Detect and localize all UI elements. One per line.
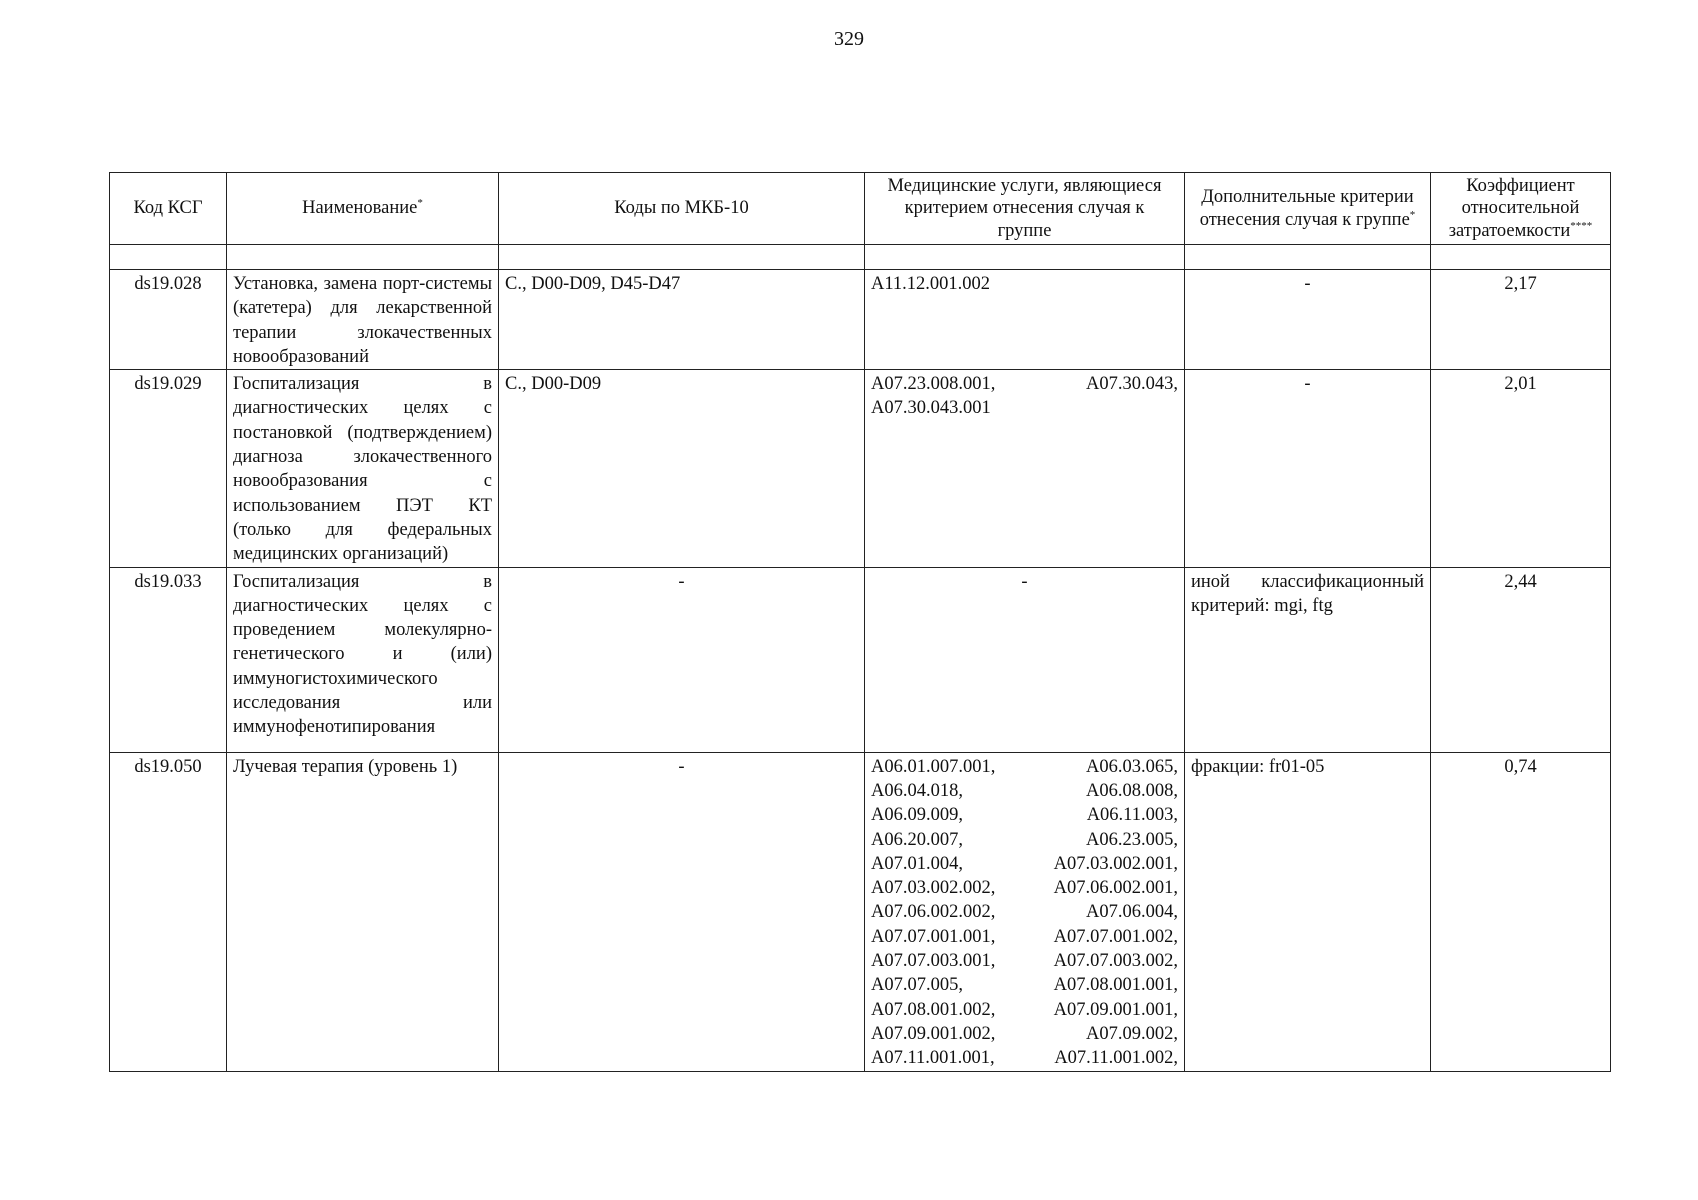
service-pair: A06.01.007.001, A06.03.065, [871, 756, 1178, 777]
service-pair: A07.03.002.002, A07.06.002.001, [871, 878, 1178, 899]
header-name: Наименование* [227, 173, 499, 245]
header-services: Медицинские услуги, являющиеся критерием отнесения случая к группе [865, 173, 1185, 245]
table-row [110, 752, 1611, 1071]
service-pair: A06.09.009, A06.11.003, [871, 805, 1178, 826]
cell-services [865, 370, 1185, 567]
header-coef: Коэффициент относительной затратоемкости**** [1431, 173, 1611, 245]
cell-services [865, 752, 1185, 1071]
cell-icd: C., D00-D09 [499, 370, 865, 567]
cell-name: Госпитализация в диагностических целях с постановкой (подтверждением) диагноза злокачественного новообразования с использованием ПЭТ КТ (только для федеральных медицинских организаций) [227, 370, 499, 567]
table-row [110, 270, 1611, 370]
cell-criteria: фракции: fr01-05 [1185, 752, 1431, 1071]
table-row [110, 567, 1611, 752]
cell-coef: 2,44 [1431, 567, 1611, 752]
cell-code: ds19.028 [110, 270, 227, 370]
table-spacer-row [110, 245, 1611, 270]
service-pair: A07.30.043.001 [871, 398, 991, 419]
service-pair: A07.01.004, A07.03.002.001, [871, 853, 1178, 874]
footnote-mark: * [417, 197, 423, 210]
service-pair: A07.08.001.002, A07.09.001.001, [871, 999, 1178, 1020]
cell-criteria: - [1185, 370, 1431, 567]
footnote-mark: **** [1570, 219, 1593, 232]
cell-icd: C., D00-D09, D45-D47 [499, 270, 865, 370]
service-pair: A06.04.018, A06.08.008, [871, 780, 1178, 801]
cell-code: ds19.050 [110, 752, 227, 1071]
service-pair: A07.23.008.001, A07.30.043, [871, 374, 1178, 395]
service-pair: A07.06.002.002, A07.06.004, [871, 902, 1178, 923]
cell-code: ds19.029 [110, 370, 227, 567]
cell-criteria: - [1185, 270, 1431, 370]
cell-name: Лучевая терапия (уровень 1) [227, 752, 499, 1071]
service-pair: A07.07.001.001, A07.07.001.002, [871, 926, 1178, 947]
cell-code: ds19.033 [110, 567, 227, 752]
service-pair: A07.07.003.001, A07.07.003.002, [871, 951, 1178, 972]
header-icd: Коды по МКБ-10 [499, 173, 865, 245]
cell-icd: - [499, 567, 865, 752]
cell-coef: 2,01 [1431, 370, 1611, 567]
cell-icd: - [499, 752, 865, 1071]
service-pair: A07.07.005, A07.08.001.001, [871, 975, 1178, 996]
cell-coef: 2,17 [1431, 270, 1611, 370]
header-code: Код КСГ [110, 173, 227, 245]
service-pair: A07.11.001.001, A07.11.001.002, [871, 1048, 1178, 1069]
footnote-mark: * [1409, 208, 1416, 221]
ksg-table [109, 172, 1611, 1072]
service-pair: A07.09.001.002, A07.09.002, [871, 1023, 1178, 1044]
cell-services: - [865, 567, 1185, 752]
service-pair: A06.20.007, A06.23.005, [871, 829, 1178, 850]
page-number: 329 [834, 28, 864, 50]
service-pair: A11.12.001.002 [871, 274, 991, 294]
cell-coef: 0,74 [1431, 752, 1611, 1071]
header-criteria: Дополнительные критерии отнесения случая к группе* [1185, 173, 1431, 245]
cell-criteria: иной классификационный критерий: mgi, ftg [1185, 567, 1431, 752]
table-header-row [110, 173, 1611, 245]
cell-name: Установка, замена порт-системы (катетера) для лекарственной терапии злокачественных новообразований [227, 270, 499, 370]
table-row [110, 370, 1611, 567]
cell-services [865, 270, 1185, 370]
cell-name: Госпитализация в диагностических целях с проведением молекулярно-генетического и (или) иммуногистохимического исследования или иммунофенотипирования [227, 567, 499, 752]
